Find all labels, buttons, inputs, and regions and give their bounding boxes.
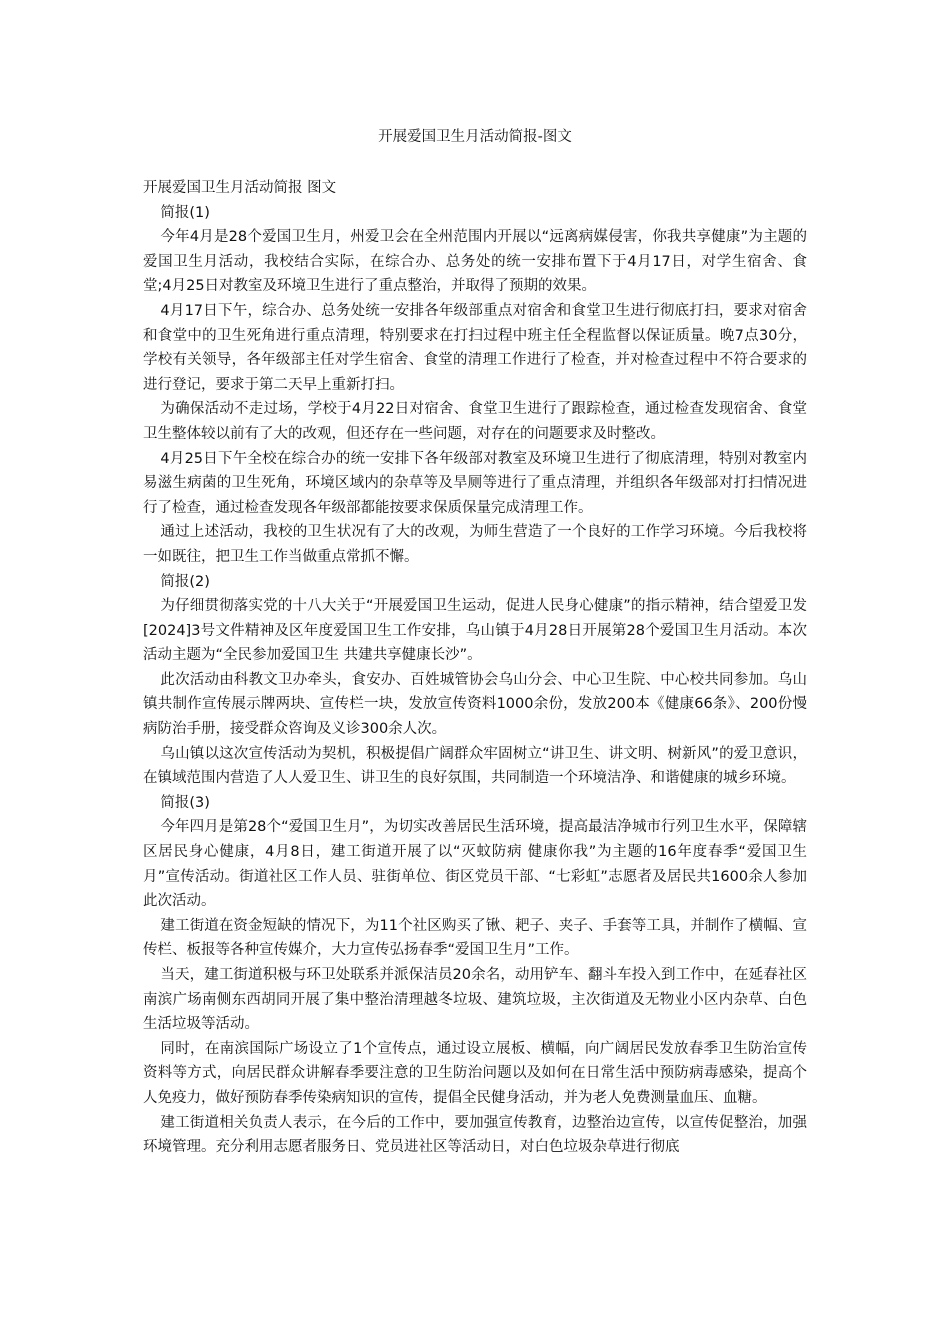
paragraph: 今年四月是第28个“爱国卫生月”，为切实改善居民生活环境，提高最洁净城市行列卫生水平，保障辖区居民身心健康，4月8日，建工街道开展了以“灭蚊防病 健康你我”为主题的16年度春季“爱国卫生月”宣传活动。街道社区工作人员、驻街单位、街区党员干部、“七彩虹”志愿者及居民共1600余人参加此次活动。 xyxy=(143,819,807,910)
document-body xyxy=(143,176,807,1160)
paragraph: 此次活动由科教文卫办牵头，食安办、百姓城管协会乌山分会、中心卫生院、中心校共同参加。乌山镇共制作宣传展示牌两块、宣传栏一块，发放宣传资料1000余份，发放200本《健康66条》、200份慢病防治手册，接受群众咨询及义诊300余人次。 xyxy=(143,671,807,738)
paragraph: 为确保活动不走过场，学校于4月22日对宿舍、食堂卫生进行了跟踪检查，通过检查发现宿舍、食堂卫生整体较以前有了大的改观，但还存在一些问题，对存在的问题要求及时整改。 xyxy=(143,401,807,442)
section-heading-1: 简报(1) xyxy=(160,204,210,221)
section-heading-3: 简报(3) xyxy=(160,794,210,811)
paragraph: 4月17日下午，综合办、总务处统一安排各年级部重点对宿舍和食堂卫生进行彻底打扫，要求对宿舍和食堂中的卫生死角进行重点清理，特别要求在打扫过程中班主任全程监督以保证质量。晚7点30分，学校有关领导，各年级部主任对学生宿舍、食堂的清理工作进行了检查，并对检查过程中不符合要求的进行登记，要求于第二天早上重新打扫。 xyxy=(143,302,807,393)
paragraph: 今年4月是28个爱国卫生月，州爱卫会在全州范围内开展以“远离病媒侵害，你我共享健康”为主题的爱国卫生月活动，我校结合实际，在综合办、总务处的统一安排布置下于4月17日，对学生宿舍、食堂;4月25日对教室及环境卫生进行了重点整治，并取得了预期的效果。 xyxy=(143,229,807,295)
paragraph: 当天，建工街道积极与环卫处联系并派保洁员20余名，动用铲车、翻斗车投入到工作中，在延春社区南滨广场南侧东西胡同开展了集中整治清理越冬垃圾、建筑垃圾，主次街道及无物业小区内杂草、白色生活垃圾等活动。 xyxy=(143,967,807,1033)
paragraph: 建工街道相关负责人表示，在今后的工作中，要加强宣传教育，边整治边宣传，以宣传促整治，加强环境管理。充分利用志愿者服务日、党员进社区等活动日，对白色垃圾杂草进行彻底 xyxy=(143,1114,807,1156)
document-title: 开展爱国卫生月活动简报-图文 xyxy=(378,129,572,145)
section-heading-2: 简报(2) xyxy=(160,573,210,590)
paragraph: 通过上述活动，我校的卫生状况有了大的改观，为师生营造了一个良好的工作学习环境。今后我校将一如既往，把卫生工作当做重点常抓不懈。 xyxy=(143,524,807,565)
paragraph: 乌山镇以这次宣传活动为契机，积极提倡广阔群众牢固树立“讲卫生、讲文明、树新风”的爱卫意识，在镇域范围内营造了人人爱卫生、讲卫生的良好氛围，共同制造一个环境洁净、和谐健康的城乡环境。 xyxy=(143,745,807,787)
paragraph: 为仔细贯彻落实党的十八大关于“开展爱国卫生运动，促进人民身心健康”的指示精神，结合望爱卫发[2024]3号文件精神及区年度爱国卫生工作安排，乌山镇于4月28日开展第28个爱国卫生月活动。本次活动主题为“全民参加爱国卫生 共建共享健康长沙”。 xyxy=(143,598,807,664)
paragraph: 4月25日下午全校在综合办的统一安排下各年级部对教室及环境卫生进行了彻底清理，特别对教室内易滋生病菌的卫生死角，环境区域内的杂草等及旱厕等进行了重点清理，并组织各年级部对打扫情况进行了检查，通过检查发现各年级部都能按要求保质保量完成清理工作。 xyxy=(143,450,807,516)
document-subtitle: 开展爱国卫生月活动简报 图文 xyxy=(143,180,337,196)
paragraph: 建工街道在资金短缺的情况下，为11个社区购买了锹、耙子、夹子、手套等工具，并制作了横幅、宣传栏、板报等各种宣传媒介，大力宣传弘扬春季“爱国卫生月”工作。 xyxy=(143,917,807,959)
paragraph: 同时，在南滨国际广场设立了1个宣传点，通过设立展板、横幅，向广阔居民发放春季卫生防治宣传资料等方式，向居民群众讲解春季要注意的卫生防治问题以及如何在日常生活中预防病毒感染，提高个人免疫力，做好预防春季传染病知识的宣传，提倡全民健身活动，并为老人免费测量血压、血糖。 xyxy=(143,1040,807,1106)
